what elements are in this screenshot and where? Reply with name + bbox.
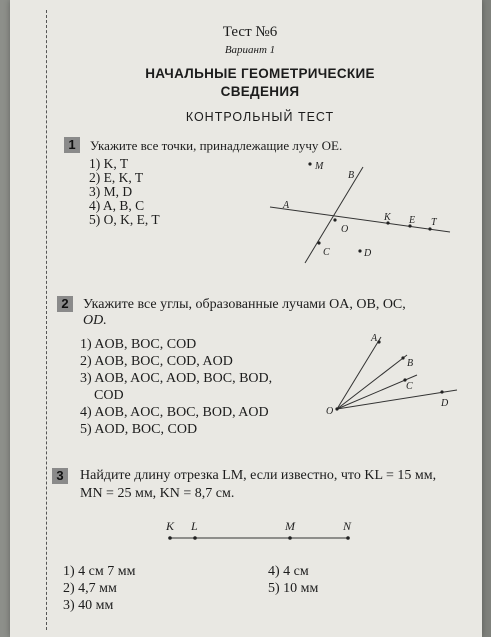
test-page [10, 0, 482, 637]
q3-option-3: 3) 40 мм [63, 598, 114, 613]
point-N [346, 536, 350, 540]
q2-option-5: 5) AOD, BOC, COD [80, 422, 198, 437]
point-L [193, 536, 197, 540]
q3-option-1: 1) 4 см 7 мм [63, 564, 136, 579]
q1-option-4: 4) A, B, C [89, 198, 145, 213]
question-2-text-line1: Укажите все углы, образованные лучами OA, OB, OC, [83, 297, 406, 312]
topic-title-line2: СВЕДЕНИЯ [220, 84, 300, 99]
question-number-3: 3 [52, 468, 68, 484]
point-B [401, 356, 404, 359]
q2-option-1: 1) AOB, BOC, COD [80, 337, 197, 352]
question-3-options-right [268, 563, 318, 597]
label-N: N [343, 519, 352, 533]
q1-option-5: 5) O, K, E, T [89, 212, 160, 227]
point-D [440, 390, 443, 393]
line-AT [270, 207, 450, 232]
cut-line [46, 10, 47, 630]
question-3-figure [160, 515, 360, 547]
test-type: КОНТРОЛЬНЫЙ ТЕСТ [185, 110, 335, 124]
q2-option-3: 3) AOB, AOC, AOD, BOC, BOD, [80, 371, 273, 386]
variant-label: Вариант 1 [224, 44, 276, 56]
point-O [335, 407, 338, 410]
ray-OD [337, 390, 457, 409]
ray-OB [337, 355, 407, 409]
q3-option-2: 2) 4,7 мм [63, 581, 117, 596]
question-3-text-line1: Найдите длину отрезка LM, если известно, что KL = 15 мм, [80, 468, 437, 483]
q2-option-2: 2) AOB, BOC, COD, AOD [80, 354, 233, 369]
point-D [358, 249, 361, 252]
label-B: B [407, 358, 414, 369]
label-E: E [409, 215, 416, 226]
question-3-text-line2: MN = 25 мм, KN = 8,7 см. [80, 486, 235, 501]
question-1-options [89, 157, 160, 227]
question-number-1: 1 [64, 137, 80, 153]
q3-option-4: 4) 4 см [268, 564, 309, 579]
point-A [377, 340, 380, 343]
label-K: K [384, 212, 391, 223]
q2-option-3-cont: COD [94, 388, 124, 403]
question-1-figure [265, 155, 465, 270]
question-3-options-left [63, 563, 135, 614]
point-O [333, 218, 336, 221]
label-B: B [348, 170, 355, 181]
label-M: M [315, 161, 324, 172]
label-O: O [341, 224, 349, 235]
topic-title-line1: НАЧАЛЬНЫЕ ГЕОМЕТРИЧЕСКИЕ [145, 66, 375, 81]
q1-option-2: 2) E, K, T [89, 170, 144, 185]
test-title: Тест №6 [222, 24, 278, 40]
question-1-text: Укажите все точки, принадлежащие лучу OE. [90, 138, 343, 153]
q2-option-4: 4) AOB, AOC, BOC, BOD, AOD [80, 405, 269, 420]
label-O: O [326, 406, 334, 417]
point-M [288, 536, 292, 540]
point-C [317, 241, 320, 244]
label-C: C [406, 381, 413, 392]
label-L: L [191, 519, 198, 533]
point-M [308, 162, 311, 165]
label-K: K [166, 519, 175, 533]
line-CB [305, 167, 363, 263]
ray-OA [337, 337, 381, 409]
label-M: M [285, 519, 295, 533]
label-A: A [283, 200, 290, 211]
q3-option-5: 5) 10 мм [268, 581, 319, 596]
label-D: D [364, 248, 372, 259]
label-T: T [431, 217, 437, 228]
point-K [168, 536, 172, 540]
question-2-options [80, 336, 272, 438]
label-D: D [441, 398, 449, 409]
q1-option-1: 1) K, T [89, 156, 129, 171]
label-A: A [371, 333, 378, 344]
question-2-text-line2: OD. [83, 313, 107, 328]
label-C: C [323, 247, 330, 258]
q1-option-3: 3) M, D [89, 184, 133, 199]
question-number-2: 2 [57, 296, 73, 312]
question-2-figure [315, 325, 465, 425]
